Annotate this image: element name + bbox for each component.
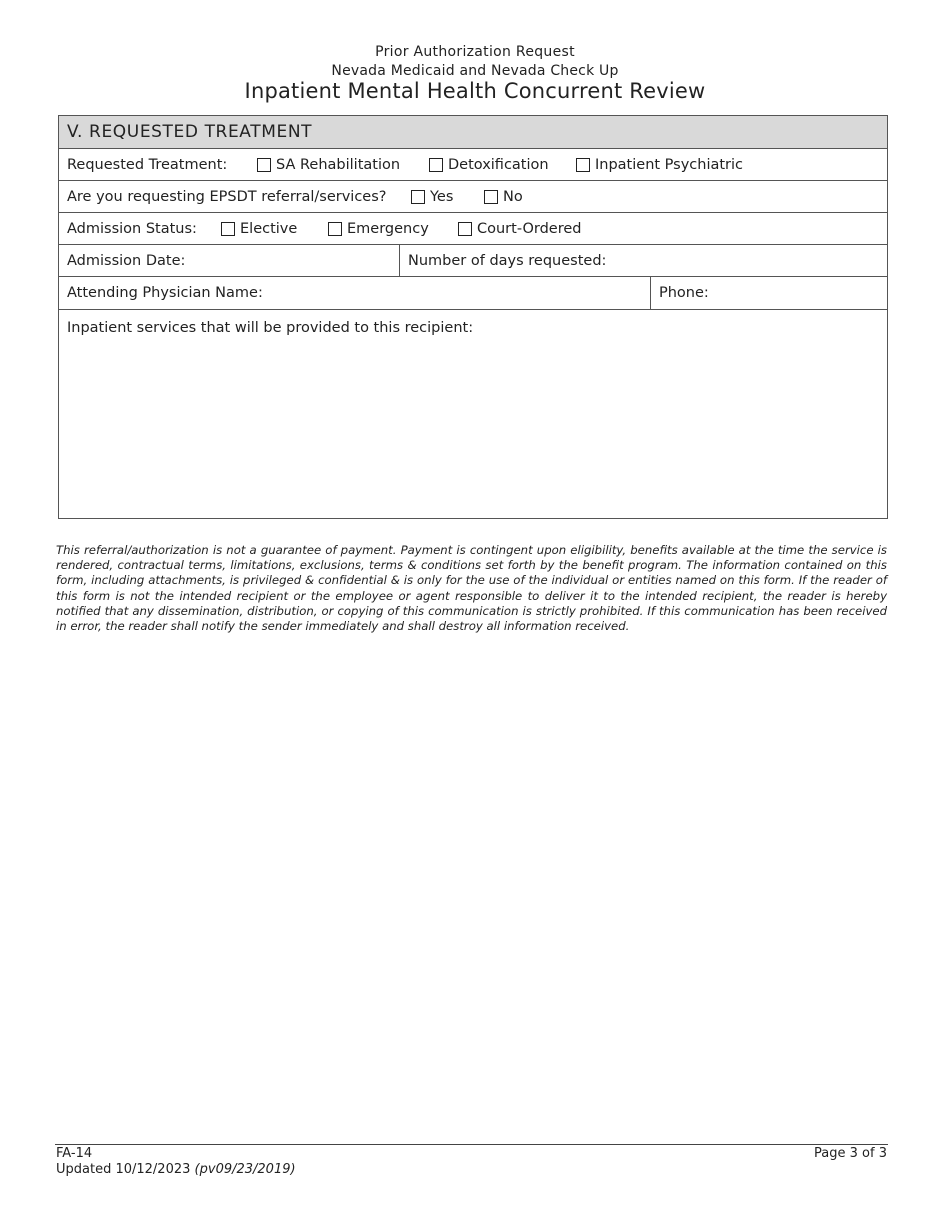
previous-version: (pv09/23/2019) — [194, 1162, 296, 1177]
detoxification-option[interactable]: Detoxification — [429, 157, 576, 173]
admission-status-label: Admission Status: — [67, 220, 197, 237]
detoxification-checkbox[interactable] — [429, 158, 443, 172]
updated-date: Updated 10/12/2023 (pv09/23/2019) — [56, 1162, 296, 1177]
physician-name-label: Attending Physician Name: — [67, 285, 263, 301]
admission-status-row — [59, 213, 887, 245]
elective-checkbox[interactable] — [221, 222, 235, 236]
section-title: V. REQUESTED TREATMENT — [67, 122, 313, 142]
elective-option[interactable]: Elective — [221, 221, 328, 237]
inpatient-psychiatric-option[interactable]: Inpatient Psychiatric — [576, 157, 743, 173]
epsdt-no-option[interactable]: No — [484, 189, 523, 205]
court-ordered-checkbox[interactable] — [458, 222, 472, 236]
epsdt-row — [59, 181, 887, 213]
header-line-1: Prior Authorization Request — [375, 44, 575, 60]
form-id: FA-14 — [56, 1146, 93, 1161]
physician-row — [59, 277, 887, 310]
emergency-checkbox[interactable] — [328, 222, 342, 236]
epsdt-yes-option[interactable]: Yes — [411, 189, 484, 205]
form-title: Inpatient Mental Health Concurrent Review — [244, 79, 706, 103]
phone-field[interactable] — [651, 277, 887, 309]
admission-date-label: Admission Date: — [67, 252, 186, 269]
admission-days-row — [59, 245, 887, 277]
requested-treatment-row — [59, 149, 887, 181]
header-line-2: Nevada Medicaid and Nevada Check Up — [331, 63, 619, 79]
court-ordered-option[interactable]: Court-Ordered — [458, 221, 581, 237]
emergency-option[interactable]: Emergency — [328, 221, 458, 237]
epsdt-no-checkbox[interactable] — [484, 190, 498, 204]
sa-rehabilitation-option[interactable]: SA Rehabilitation — [257, 157, 429, 173]
days-requested-field[interactable] — [400, 245, 887, 276]
admission-date-field[interactable] — [59, 245, 400, 276]
footer-divider — [55, 1144, 888, 1145]
page-number: Page 3 of 3 — [814, 1146, 887, 1161]
inpatient-psychiatric-checkbox[interactable] — [576, 158, 590, 172]
phone-label: Phone: — [659, 285, 709, 301]
requested-treatment-form — [58, 115, 888, 519]
requested-treatment-label: Requested Treatment: — [67, 156, 228, 173]
days-requested-label: Number of days requested: — [408, 252, 607, 269]
physician-name-field[interactable] — [59, 277, 651, 309]
section-header — [59, 116, 887, 149]
sa-rehabilitation-checkbox[interactable] — [257, 158, 271, 172]
services-field[interactable] — [59, 310, 887, 518]
epsdt-yes-checkbox[interactable] — [411, 190, 425, 204]
disclaimer-text: This referral/authorization is not a guarantee of payment. Payment is contingent upon eligibility, benefits available at the time the service is rendered, contractual terms, limitations, exclusions, terms & conditions set forth by the benefit program. The information contained on this form, including attachments, is privileged & confidential & is only for the use of the individual or entities named on this form. If the reader of this form is not the intended recipient or the employee or agent responsible to deliver it to the intended recipient, the reader is hereby notified that any dissemination, distribution, or copying of this communication is strictly prohibited. If this communication has been received in error, the reader shall notify the sender immediately and shall destroy all information received. — [56, 543, 887, 634]
services-label: Inpatient services that will be provided to this recipient: — [67, 320, 474, 336]
epsdt-label: Are you requesting EPSDT referral/services? — [67, 188, 387, 205]
services-row — [59, 310, 887, 518]
